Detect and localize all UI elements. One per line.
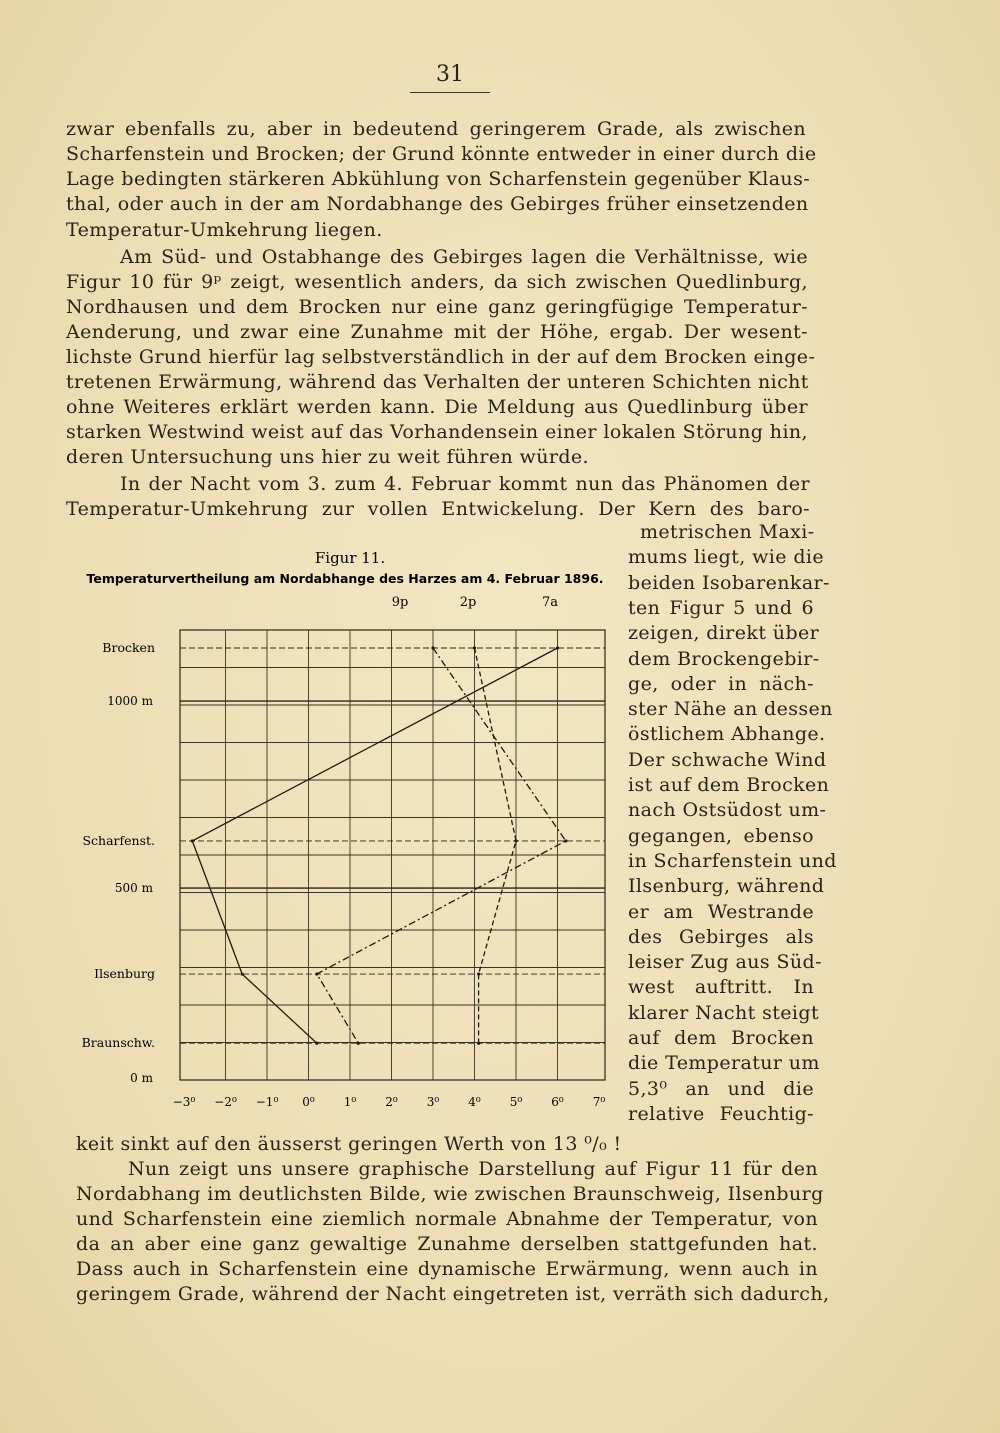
figure-label: Figur 11. [314, 549, 386, 567]
y-axis-label: Scharfenst. [82, 832, 155, 848]
y-axis-label: 1000 m [107, 694, 153, 709]
text-line: geringem Grade, während der Nacht eingetreten ist, verräth sich dadurch, [76, 1283, 830, 1305]
text-line: Temperatur-Umkehrung liegen. [66, 219, 383, 241]
y-axis-label: Ilsenburg [94, 966, 155, 982]
side-text-line: er am Westrande [628, 900, 814, 923]
text-line: Am Süd- und Ostabhange des Gebirges lagen die Verhältnisse, wie [120, 246, 808, 268]
side-text-line: zeigen, direkt über [628, 622, 820, 645]
text-line: Nun zeigt uns unsere graphische Darstellung auf Figur 11 für den [128, 1158, 818, 1180]
side-text-line: östlichem Abhange. [628, 723, 826, 746]
text-line: Lage bedingten stärkeren Abkühlung von Scharfenstein gegenüber Klaus- [66, 168, 811, 190]
x-axis-tick-label: −1⁰ [255, 1095, 279, 1109]
x-axis-tick-label: −2⁰ [214, 1095, 237, 1109]
side-text-line: klarer Nacht steigt [628, 1001, 819, 1024]
data-point [514, 839, 517, 842]
y-axis-label: Brocken [102, 640, 155, 655]
side-text-line: mums liegt, wie die [628, 546, 825, 569]
x-axis-tick-label: 6⁰ [551, 1095, 564, 1109]
page-number-rule [410, 92, 490, 93]
text-line: Nordabhang im deutlichsten Bilde, wie zwischen Braunschweig, Ilsenburg [76, 1183, 824, 1205]
side-text-line: ge, oder in näch- [628, 672, 814, 695]
series-label: 7a [541, 595, 559, 610]
y-axis-label: Braunschw. [81, 1035, 155, 1051]
text-line: deren Untersuchung uns hier zu weit führen würde. [66, 446, 589, 468]
side-text-line: beiden Isobarenkar- [628, 571, 830, 594]
y-axis-label: 0 m [130, 1071, 153, 1085]
series-line-9p [192, 648, 557, 1043]
y-axis-label: 500 m [114, 881, 153, 896]
data-point [477, 972, 480, 975]
side-text-line: 5,3⁰ an und die [628, 1077, 814, 1100]
side-text-line: Ilsenburg, während [628, 875, 825, 898]
series-label: 9p [391, 595, 409, 610]
x-axis-tick-label: 0⁰ [302, 1095, 315, 1109]
text-line: keit sinkt auf den äusserst geringen Werth von 13 ⁰/₀ ! [76, 1133, 622, 1155]
side-text-line: ten Figur 5 und 6 [628, 596, 814, 619]
text-line: Dass auch in Scharfenstein eine dynamische Erwärmung, wenn auch in [76, 1258, 818, 1280]
series-label: 2p [459, 595, 477, 610]
data-point [477, 1042, 480, 1045]
figure-11 [60, 540, 620, 1120]
text-line: da an aber eine ganz gewaltige Zunahme derselben stattgefunden hat. [76, 1233, 818, 1255]
side-text-line: Der schwache Wind [628, 748, 827, 771]
text-line: Nordhausen und dem Brocken nur eine ganz geringfügige Temperatur- [66, 296, 808, 318]
series-line-2p [317, 648, 566, 1043]
x-axis-tick-label: 2⁰ [385, 1095, 398, 1109]
side-text-line: ist auf dem Brocken [628, 774, 830, 796]
side-text-line: in Scharfenstein und [628, 849, 837, 872]
page-number: 31 [436, 62, 464, 87]
data-point [431, 646, 434, 649]
side-text-line: west auftritt. In [628, 976, 814, 999]
x-axis-tick-label: 4⁰ [468, 1095, 481, 1109]
data-point [564, 839, 567, 842]
text-line: ohne Weiteres erklärt werden kann. Die Meldung aus Quedlinburg über [66, 396, 808, 418]
data-point [473, 646, 476, 649]
side-text-line: die Temperatur um [628, 1052, 820, 1075]
x-axis-tick-label: 5⁰ [509, 1095, 523, 1109]
text-line: starken Westwind weist auf das Vorhandensein einer lokalen Störung hin, [66, 421, 808, 443]
side-text-line: nach Ostsüdost um- [628, 799, 827, 822]
text-line: thal, oder auch in der am Nordabhange des Gebirges früher einsetzenden [66, 193, 809, 215]
x-axis-tick-label: 3⁰ [426, 1095, 440, 1109]
series-line-7a [475, 648, 517, 1043]
side-text-line: dem Brockengebir- [628, 647, 820, 670]
text-line: Figur 10 für 9ᵖ zeigt, wesentlich anders, da sich zwischen Quedlinburg, [66, 271, 808, 293]
side-text-line: auf dem Brocken [628, 1027, 814, 1049]
text-line: Aenderung, und zwar eine Zunahme mit der Höhe, ergab. Der wesent- [66, 321, 808, 343]
side-text-line: leiser Zug aus Süd- [628, 951, 822, 974]
side-text-line: ster Nähe an dessen [628, 698, 833, 721]
text-line: lichste Grund hierfür lag selbstverständlich in der auf dem Brocken einge- [66, 346, 816, 368]
text-line: und Scharfenstein eine ziemlich normale Abnahme der Temperatur, von [76, 1208, 818, 1230]
text-line: Scharfenstein und Brocken; der Grund könnte entweder in einer durch die [66, 143, 817, 165]
figure-title: Temperaturvertheilung am Nordabhange des Harzes am 4. Februar 1896. [86, 571, 604, 586]
x-axis-tick-label: 1⁰ [343, 1095, 357, 1109]
data-point [191, 839, 194, 842]
data-point [241, 972, 244, 975]
x-axis-tick-label: 7⁰ [592, 1095, 606, 1109]
side-text-line: relative Feuchtig- [628, 1102, 814, 1125]
text-line: zwar ebenfalls zu, aber in bedeutend geringerem Grade, als zwischen [66, 118, 806, 140]
x-axis-tick-label: −3⁰ [172, 1095, 196, 1109]
temperature-chart [60, 540, 620, 1120]
data-point [315, 1042, 318, 1045]
data-point [357, 1042, 360, 1045]
side-text-line: des Gebirges als [628, 925, 814, 948]
text-line: tretenen Erwärmung, während das Verhalten der unteren Schichten nicht [66, 371, 809, 393]
text-line: In der Nacht vom 3. zum 4. Februar kommt nun das Phänomen der [120, 473, 810, 495]
side-text-line: metrischen Maxi- [640, 521, 815, 543]
data-point [556, 646, 559, 649]
data-point [315, 972, 318, 975]
side-text-line: gegangen, ebenso [628, 824, 814, 847]
text-line: Temperatur-Umkehrung zur vollen Entwickelung. Der Kern des baro- [66, 498, 810, 520]
